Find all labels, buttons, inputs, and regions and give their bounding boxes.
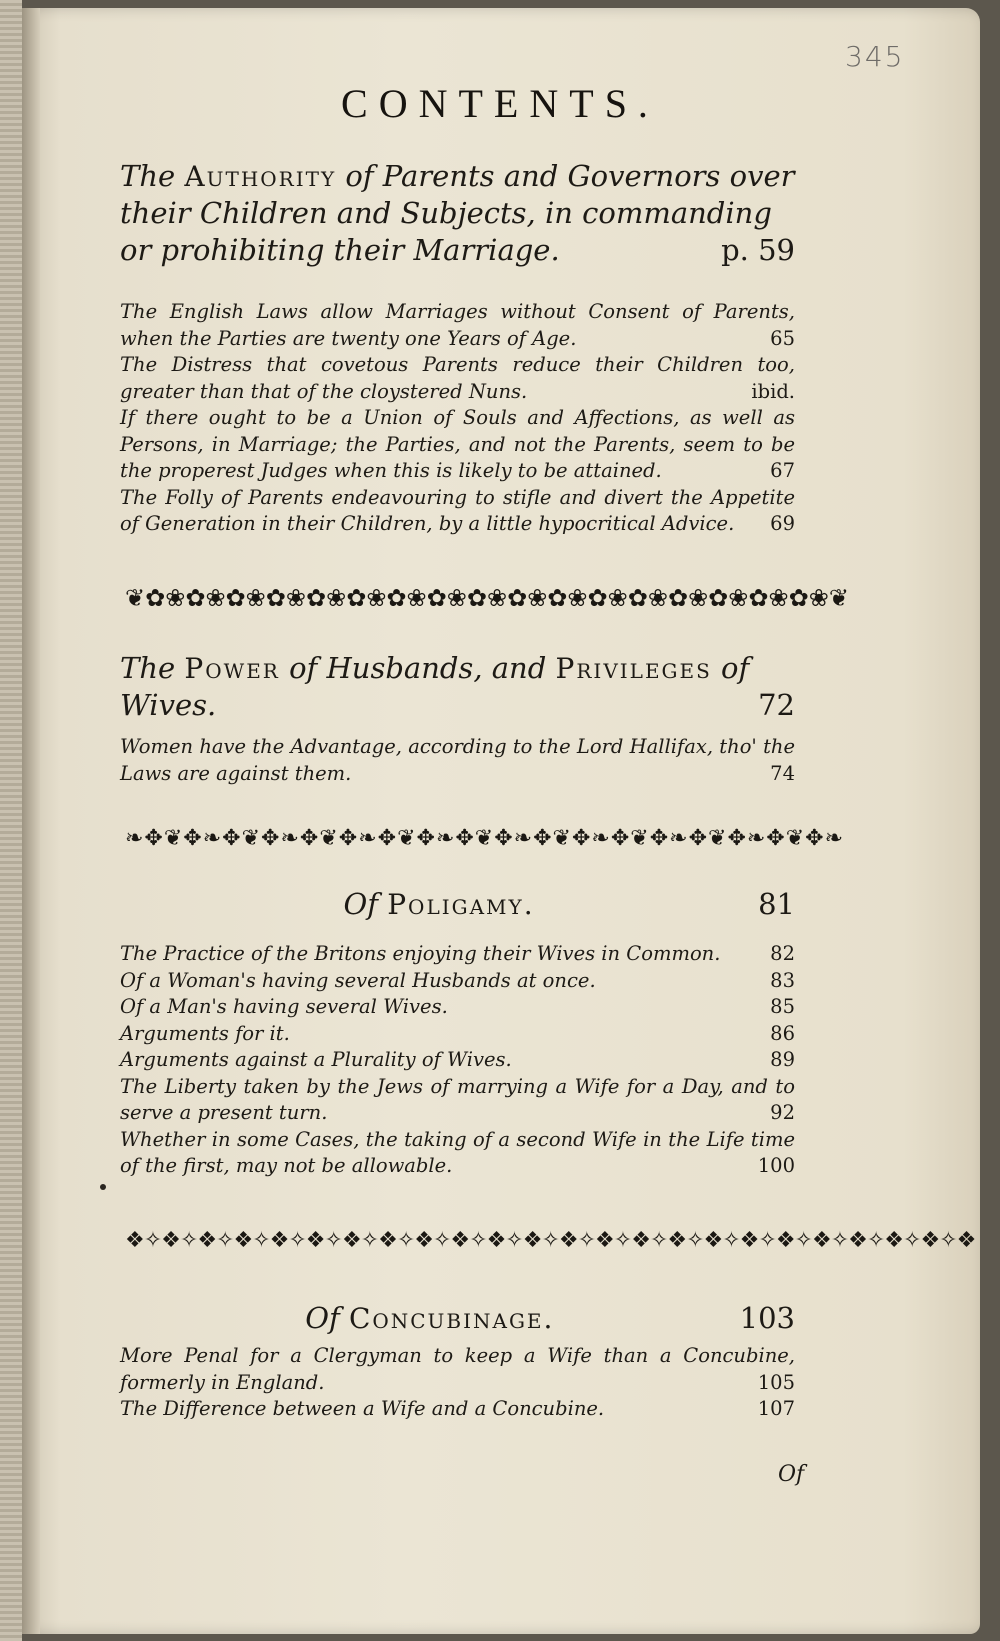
- section-title: Of Concubinage. 103: [305, 1301, 795, 1335]
- toc-entry: Whether in some Cases, the taking of a second Wife in the Life time of the first, may not be allowable. 100: [120, 1127, 795, 1177]
- section-page: 81: [758, 887, 795, 921]
- toc-entry: The English Laws allow Marriages without Consent of Parents, when the Parties are twenty one Years of Age. 65: [120, 300, 795, 350]
- book-binding: [0, 0, 22, 1641]
- section-title: The Power of Husbands, and Privileges of Wives. 72: [120, 651, 795, 722]
- section-page: 72: [758, 688, 795, 722]
- toc-entry: Women have the Advantage, according to the Lord Hallifax, tho' the Laws are against them. 74: [120, 735, 795, 785]
- toc-entry: Of a Woman's having several Husbands at once. 83: [120, 968, 795, 992]
- section-page: p. 59: [721, 233, 795, 267]
- section-page: 103: [739, 1301, 795, 1335]
- section-concubinage: [120, 1300, 795, 1423]
- catchword: Of: [778, 1462, 805, 1487]
- ornament-band-flowers: ❦✿❀✿❀✿❀✿❀✿❀✿❀✿❀✿❀✿❀✿❀✿❀✿❀✿❀✿❀✿❀✿❀✿❀❦: [125, 584, 849, 612]
- page-heading: CONTENTS.: [341, 81, 659, 126]
- ink-dot: [100, 1184, 106, 1190]
- page-gutter: [22, 8, 40, 1634]
- toc-entry: The Practice of the Britons enjoying their Wives in Common. 82: [120, 942, 795, 965]
- section-poligamy: [120, 886, 795, 1180]
- toc-entry: Arguments for it. 86: [120, 1021, 795, 1045]
- section-authority: [120, 158, 795, 538]
- toc-entry: More Penal for a Clergyman to keep a Wife than a Concubine, formerly in England. 105: [120, 1344, 795, 1394]
- toc-entry: The Folly of Parents endeavouring to stifle and divert the Appetite of Generation in their Children, by a little hypocritical Advice. 69: [120, 485, 795, 535]
- toc-entry: The Distress that covetous Parents reduce their Children too, greater than that of the cloystered Nuns. ibid.: [120, 353, 795, 403]
- ornament-band-scrolls: ❧✥❦✥❧✥❦✥❧✥❦✥❧✥❦✥❧✥❦✥❧✥❦✥❧✥❦✥❧✥❦✥❧✥❦✥❧: [125, 826, 845, 851]
- section-title: The Authority of Parents and Governors over their Children and Subjects, in commanding or prohibiting their Marriage. p. 59: [120, 159, 795, 267]
- section-power: [120, 650, 795, 787]
- toc-entry: If there ought to be a Union of Souls and Affections, as well as Persons, in Marriage; the Parties, and not the Parents, seem to be the properest Judges when this is likely to be attained. 67: [120, 406, 795, 482]
- toc-entry: Arguments against a Plurality of Wives. 89: [120, 1048, 795, 1071]
- pencil-page-number: 345: [845, 40, 905, 73]
- toc-entry: The Liberty taken by the Jews of marrying a Wife for a Day, and to serve a present turn. 92: [120, 1074, 795, 1124]
- section-title: Of Poligamy. 81: [343, 887, 795, 921]
- ornament-band-lattice: ❖✧❖✧❖✧❖✧❖✧❖✧❖✧❖✧❖✧❖✧❖✧❖✧❖✧❖✧❖✧❖✧❖✧❖✧❖✧❖✧❖✧❖✧❖✧❖: [125, 1228, 976, 1253]
- toc-entry: Of a Man's having several Wives. 85: [120, 995, 795, 1018]
- toc-entry: The Difference between a Wife and a Concubine. 107: [120, 1397, 795, 1420]
